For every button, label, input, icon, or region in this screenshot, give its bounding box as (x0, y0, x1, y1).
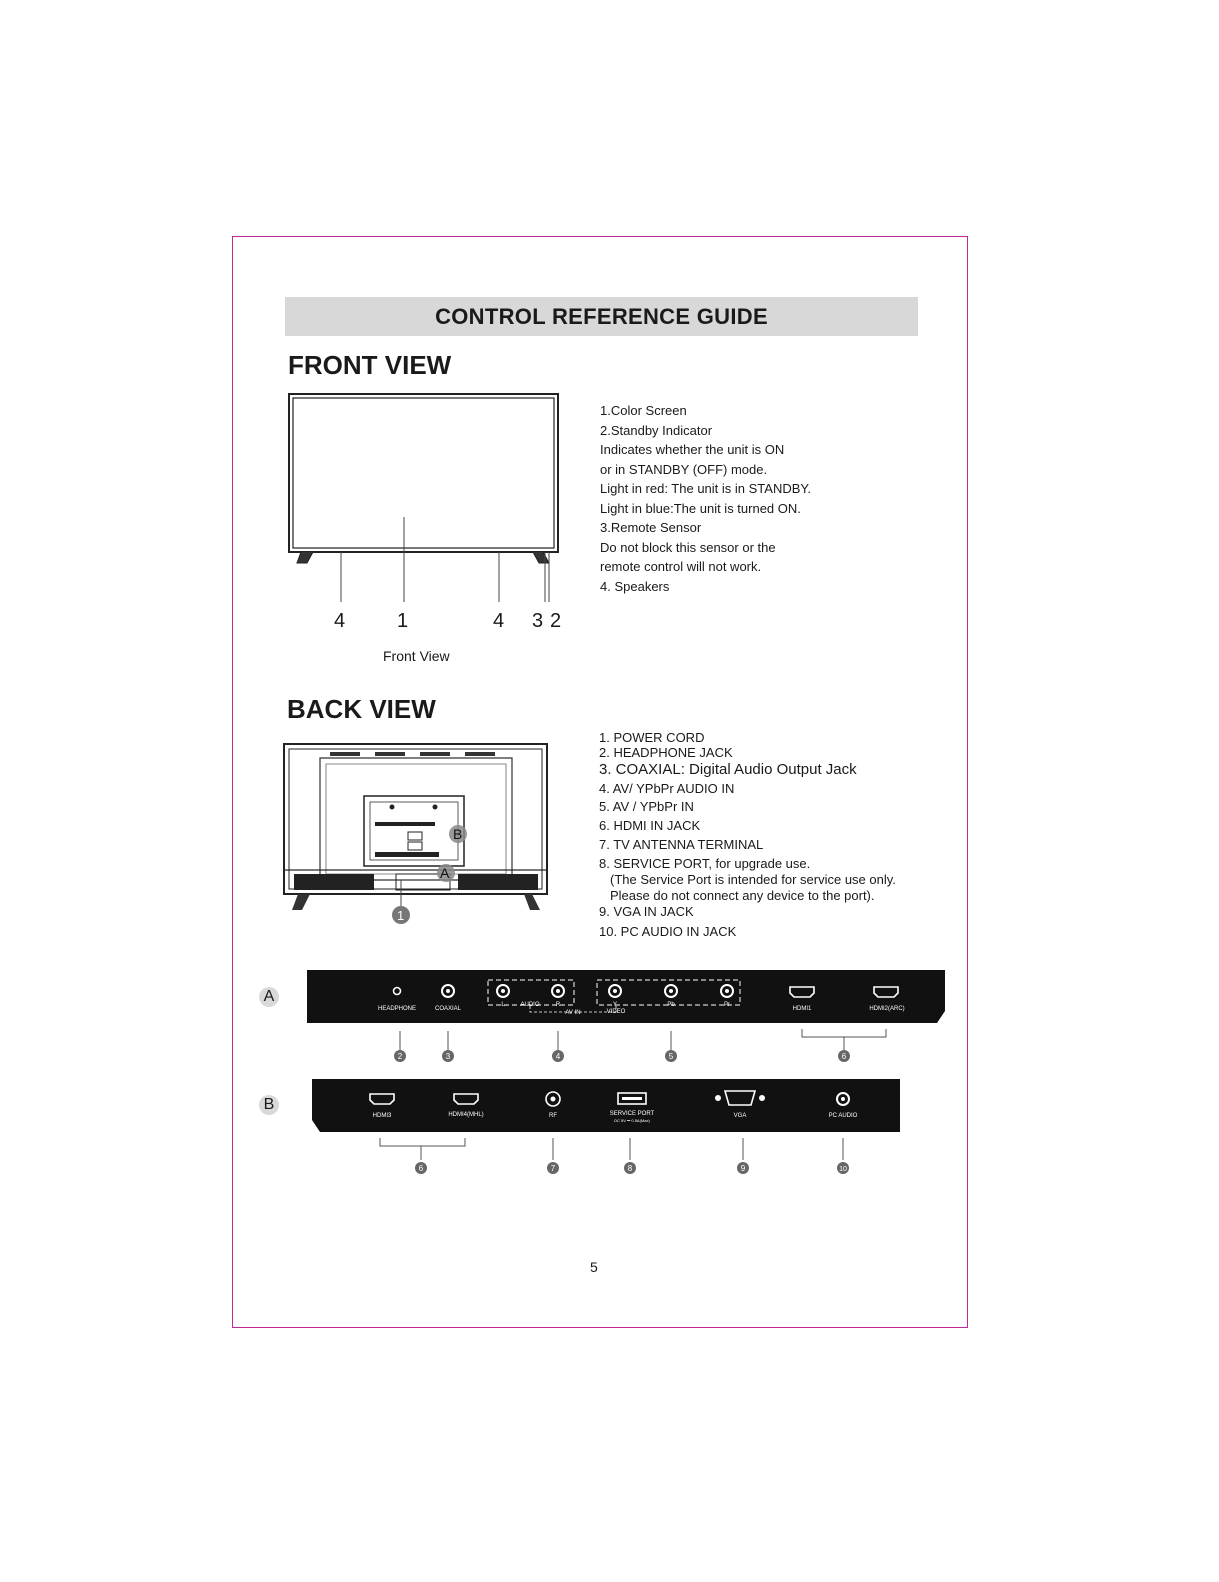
back-list-item: 6. HDMI IN JACK (599, 818, 701, 833)
front-callout-3: 3 (532, 610, 544, 632)
panel-b-label: B (259, 1095, 279, 1115)
front-callout-4-left: 4 (334, 610, 346, 632)
back-screw-2 (433, 805, 438, 810)
tv-back-outline (284, 744, 547, 894)
back-top-vent-1 (330, 752, 360, 756)
callout-b-6: 6 (418, 1164, 424, 1173)
back-board-strip-2 (375, 852, 439, 857)
back-board-port-1 (408, 832, 422, 840)
tv-back-inner (289, 749, 542, 889)
front-desc-line: remote control will not work. (600, 559, 762, 574)
page-title: CONTROL REFERENCE GUIDE (435, 304, 768, 329)
back-list-item: 2. HEADPHONE JACK (599, 745, 733, 760)
front-callout-4-right: 4 (493, 610, 505, 632)
tv-outer-frame (289, 394, 558, 552)
audio-label: AUDIO (520, 1002, 540, 1008)
back-list-item: 9. VGA IN JACK (599, 904, 694, 919)
front-desc-line: 1.Color Screen (600, 403, 687, 418)
front-desc-line: Light in blue:The unit is turned ON. (600, 500, 801, 516)
y-label: Y (612, 1002, 618, 1008)
title-bar (285, 297, 918, 336)
back-top-vent-4 (465, 752, 495, 756)
back-view-diagram (280, 740, 552, 930)
front-desc-line: 4. Speakers (600, 578, 670, 594)
front-callout-1: 1 (397, 610, 409, 632)
back-right-speaker (458, 874, 538, 890)
hdmi3-label: HDMI3 (372, 1113, 392, 1119)
front-desc-line: Do not block this sensor or the (600, 539, 776, 555)
callout-a-6: 6 (841, 1052, 847, 1061)
leader-a-6-bracket (802, 1029, 886, 1051)
callout-b-7: 7 (550, 1164, 556, 1173)
back-board-port-2 (408, 842, 422, 850)
front-view-description (600, 401, 811, 596)
front-desc-line: or in STANDBY (OFF) mode. (600, 461, 768, 477)
audio-r-center (556, 989, 560, 993)
front-view-caption: Front View (383, 648, 450, 664)
callout-a-2: 2 (397, 1052, 403, 1061)
front-desc-line: 2.Standby Indicator (600, 422, 713, 438)
coaxial-label: COAXIAL (434, 1006, 462, 1012)
hdmi2-label: HDMI2(ARC) (869, 1006, 905, 1012)
audio-l-center (501, 989, 505, 993)
leader-b-6-bracket (380, 1138, 465, 1160)
callout-b-10: 10 (839, 1166, 847, 1173)
coaxial-jack-center (446, 989, 450, 993)
back-screw-1 (390, 805, 395, 810)
pr-label: Pr (724, 1002, 730, 1008)
audio-l-label: L (501, 1002, 505, 1008)
back-marker-a: A (440, 865, 450, 881)
pc-audio-label: PC AUDIO (828, 1113, 858, 1119)
right-stand (533, 552, 549, 563)
back-list-item: (The Service Port is intended for service use only. (610, 872, 896, 887)
callout-a-3: 3 (445, 1052, 451, 1061)
front-view-diagram (285, 390, 570, 640)
video-y-center (613, 989, 617, 993)
back-list-item: 8. SERVICE PORT, for upgrade use. (599, 856, 811, 871)
back-rear-cover (320, 758, 512, 880)
tv-screen (293, 398, 554, 548)
headphone-label: HEADPHONE (377, 1006, 417, 1012)
jack-panel-b (305, 1074, 905, 1179)
back-list-item: 5. AV / YPbPr IN (599, 799, 694, 814)
panel-a-body (307, 970, 945, 1023)
back-list-item: Please do not connect any device to the port). (610, 888, 875, 903)
panel-b-body (312, 1079, 900, 1132)
pb-label: Pb (667, 1002, 675, 1008)
page-number: 5 (590, 1259, 598, 1275)
front-desc-line: Light in red: The unit is in STANDBY. (600, 481, 811, 496)
back-top-vent-2 (375, 752, 405, 756)
back-cover-detail (326, 764, 506, 874)
back-top-vent-3 (420, 752, 450, 756)
back-list-item: 1. POWER CORD (599, 730, 705, 745)
av-in-label: AV IN (565, 1010, 581, 1016)
back-marker-b: B (453, 826, 463, 842)
back-board-strip-1 (375, 822, 435, 826)
front-desc-line: 3.Remote Sensor (600, 520, 702, 535)
back-list-item: 3. COAXIAL: Digital Audio Output Jack (599, 761, 857, 778)
service-spec-label: DC 5V ⎓ 0.5A(Max) (614, 1118, 650, 1123)
back-marker-1: 1 (397, 908, 405, 923)
back-list-item: 7. TV ANTENNA TERMINAL (599, 837, 764, 852)
back-board-inner (370, 802, 458, 860)
callout-b-8: 8 (627, 1164, 633, 1173)
pc-audio-center (841, 1097, 845, 1101)
panel-a-label: A (259, 987, 279, 1007)
back-view-heading: BACK VIEW (287, 694, 436, 724)
front-view-heading: FRONT VIEW (288, 350, 452, 380)
video-label: VIDEO (606, 1009, 626, 1015)
vga-screw-left (715, 1095, 721, 1101)
callout-b-9: 9 (740, 1164, 746, 1173)
service-label: SERVICE PORT (609, 1111, 655, 1117)
hdmi4-label: HDMI4(MHL) (448, 1112, 484, 1118)
back-list-item: 4. AV/ YPbPr AUDIO IN (599, 781, 735, 796)
callout-a-5: 5 (668, 1052, 674, 1061)
rf-label: RF (549, 1113, 557, 1119)
left-stand (297, 552, 313, 563)
vga-screw-right (759, 1095, 765, 1101)
jack-panel-a (300, 965, 950, 1070)
rf-jack-center (551, 1097, 556, 1102)
back-right-stand (524, 894, 540, 910)
back-left-stand (292, 894, 310, 910)
pb-center (669, 989, 673, 993)
front-desc-line: Indicates whether the unit is ON (600, 442, 785, 457)
front-callout-2: 2 (550, 610, 562, 632)
hdmi1-label: HDMI1 (792, 1006, 812, 1012)
audio-r-label: R (555, 1002, 561, 1008)
vga-label: VGA (733, 1113, 747, 1119)
pr-center (725, 989, 729, 993)
back-view-list (599, 728, 939, 943)
service-usb-tongue (622, 1097, 642, 1100)
back-left-speaker (294, 874, 374, 890)
callout-a-4: 4 (555, 1052, 561, 1061)
back-list-item: 10. PC AUDIO IN JACK (599, 924, 737, 939)
